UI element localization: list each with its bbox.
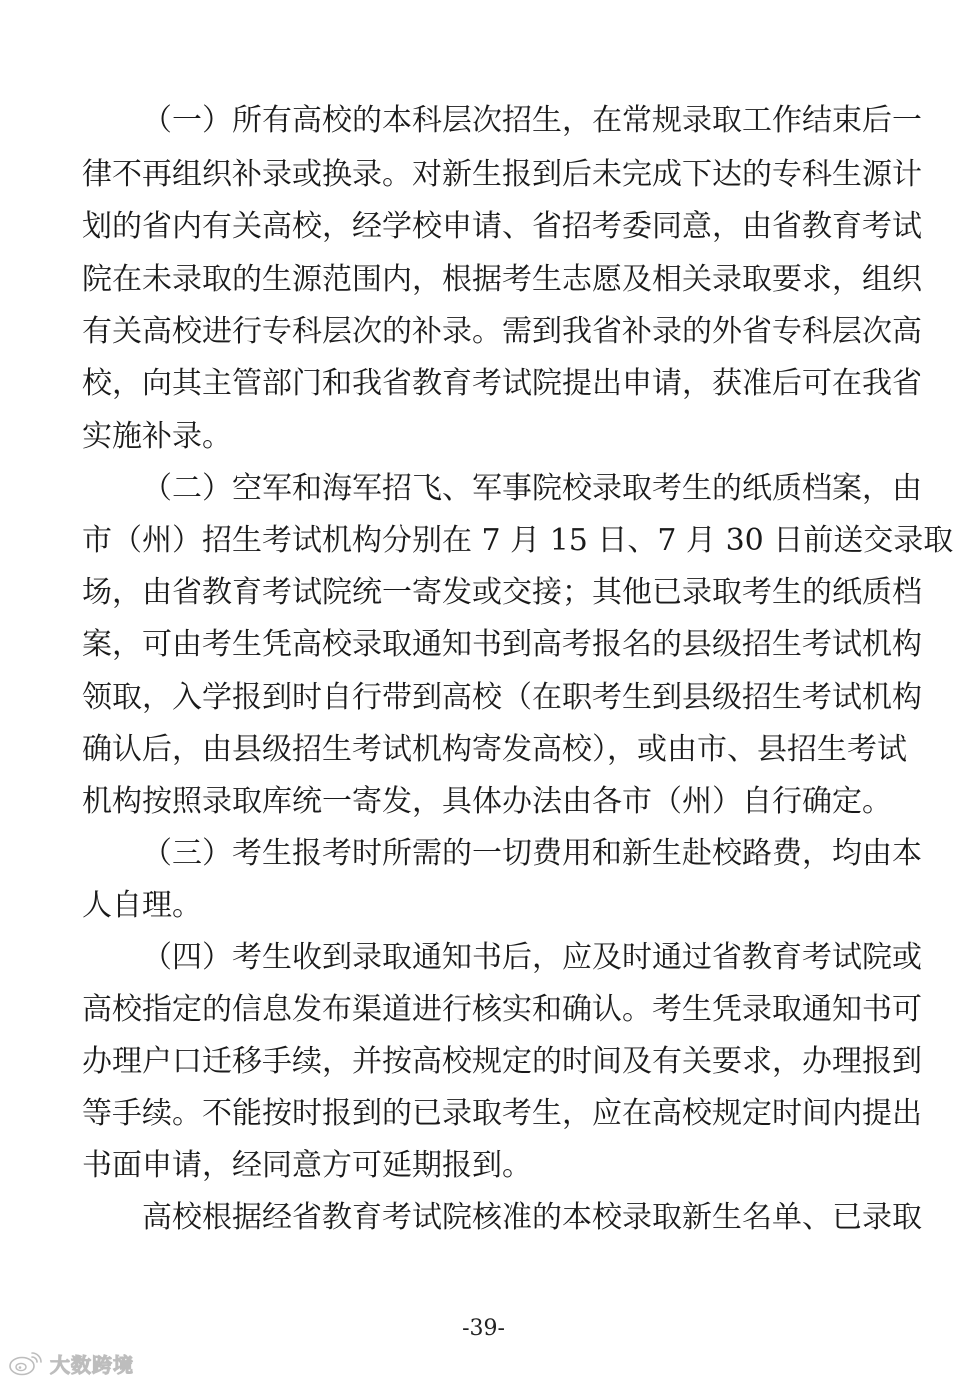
paragraph-4-line-2: 高校指定的信息发布渠道进行核实和确认。考生凭录取通知书可 — [82, 992, 922, 1027]
paragraph-3-line-2: 人自理。 — [82, 888, 202, 923]
paragraph-4-line-3: 办理户口迁移手续，并按高校规定的时间及有关要求，办理报到 — [82, 1044, 922, 1079]
paragraph-1-line-1: （一）所有高校的本科层次招生，在常规录取工作结束后一 — [142, 103, 922, 138]
paragraph-5-line-1: 高校根据经省教育考试院核准的本校录取新生名单、已录取 — [142, 1200, 922, 1235]
paragraph-4-line-1: （四）考生收到录取通知书后，应及时通过省教育考试院或 — [142, 940, 922, 975]
paragraph-2-line-6: 确认后，由县级招生考试机构寄发高校），或由市、县招生考试 — [82, 732, 907, 767]
page-number: -39- — [462, 1316, 505, 1341]
paragraph-2-line-1: （二）空军和海军招飞、军事院校录取考生的纸质档案，由 — [142, 471, 922, 506]
paragraph-1-line-5: 有关高校进行专科层次的补录。需到我省补录的外省专科层次高 — [82, 314, 922, 349]
watermark — [8, 1348, 134, 1378]
paragraph-1-line-4: 院在未录取的生源范围内，根据考生志愿及相关录取要求，组织 — [82, 262, 922, 297]
paragraph-1-line-3: 划的省内有关高校，经学校申请、省招考委同意，由省教育考试 — [82, 209, 922, 244]
paragraph-4-line-5: 书面申请，经同意方可延期报到。 — [82, 1148, 532, 1183]
paragraph-2-line-7: 机构按照录取库统一寄发，具体办法由各市（州）自行确定。 — [82, 784, 892, 819]
paragraph-1-line-6: 校，向其主管部门和我省教育考试院提出申请，获准后可在我省 — [82, 366, 922, 401]
paragraph-4-line-4: 等手续。不能按时报到的已录取考生，应在高校规定时间内提出 — [82, 1096, 922, 1131]
paragraph-2-line-3: 场，由省教育考试院统一寄发或交接；其他已录取考生的纸质档 — [82, 575, 922, 610]
weibo-logo-icon — [8, 1349, 44, 1377]
paragraph-2-line-2: 市（州）招生考试机构分别在 7 月 15 日、7 月 30 日前送交录取 — [82, 523, 954, 558]
paragraph-2-line-4: 案，可由考生凭高校录取通知书到高考报名的县级招生考试机构 — [82, 627, 922, 662]
paragraph-1-line-7: 实施补录。 — [82, 419, 232, 454]
paragraph-1-line-2: 律不再组织补录或换录。对新生报到后未完成下达的专科生源计 — [82, 157, 922, 192]
watermark-text: 大数跨境 — [50, 1352, 134, 1377]
paragraph-2-line-5: 领取，入学报到时自行带到高校（在职考生到县级招生考试机构 — [82, 680, 922, 715]
paragraph-3-line-1: （三）考生报考时所需的一切费用和新生赴校路费，均由本 — [142, 836, 922, 871]
